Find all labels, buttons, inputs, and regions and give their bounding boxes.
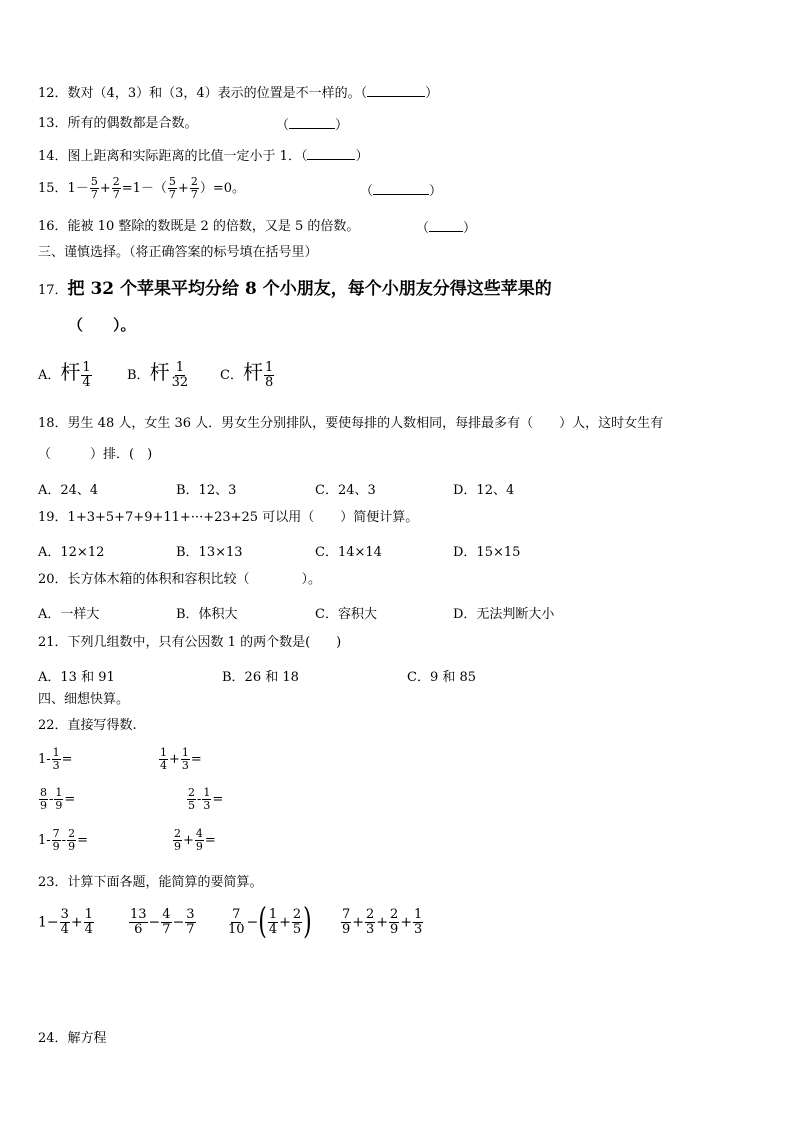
question-number: 18． [38,416,68,431]
paren-open: （ [276,118,290,133]
question-text: 图上距离和实际距离的比值一定小于 1．（ [67,149,308,164]
question-number: 22． [38,718,68,733]
question-20 [38,572,321,588]
fraction: $\frac{1}{3}$ [414,907,423,937]
expr-22-4: $\frac{2}{5}$ - $\frac{1}{3}$ = [188,786,224,812]
paren-close: ） [463,221,477,236]
fraction: $\frac{1}{4}$ [84,907,93,937]
option-d[interactable]: D．12、4 [453,483,515,498]
expr-23-1: 1− $\frac{3}{4}$ + $\frac{1}{4}$ [38,907,93,937]
fraction: $\frac{1}{32}$ [171,360,189,390]
fraction: $\frac{3}{7}$ [186,907,195,937]
question-text: 长方体木箱的体积和容积比较（ ）。 [67,572,322,587]
fraction: $\frac{1}{9}$ [55,786,63,812]
option-label: B． [127,368,150,383]
question-text: 所有的偶数都是合数。 [67,116,198,131]
section-4-title: 四、细想快算。 [38,692,130,707]
question-number: 15． [38,181,68,196]
answer-slot-13 [276,116,348,134]
question-text: 下列几组数中，只有公因数 1 的两个数是( ) [67,635,342,650]
option-label: A． [38,368,61,383]
option-c[interactable] [220,356,275,390]
fraction: $\frac{1}{3}$ [181,746,189,772]
option-glyph: 杆 [149,360,170,384]
fraction: $\frac{1}{8}$ [264,360,274,390]
question-number: 14． [38,149,68,164]
option-c[interactable]: C．14×14 [315,545,382,560]
question-text: 把 32 个苹果平均分给 8 个小朋友，每个小朋友分得这些苹果的 [67,279,552,299]
option-label: C． [220,368,243,383]
paren-close: ） [425,86,439,101]
answer-blank[interactable] [307,147,355,160]
question-number: 16． [38,219,68,234]
question-15 [38,175,245,203]
question-number: 24． [38,1031,68,1046]
question-19 [38,510,418,526]
option-glyph: 杆 [60,360,81,384]
answer-slot-16 [416,219,476,237]
section-3-title: 三、谨慎选择。（将正确答案的标号填在括号里） [38,245,318,260]
question-number: 21． [38,635,68,650]
fraction: $\frac{13}{6}$ [130,907,147,937]
question-text: 计算下面各题，能简算的要简算。 [67,875,263,890]
fraction: $\frac{7}{10}$ [228,907,245,937]
question-number: 12． [38,86,68,101]
question-text: 直接写得数. [67,718,137,733]
question-number: 19． [38,510,68,525]
fraction: $\frac{4}{9}$ [195,827,203,853]
fraction: $\frac{3}{4}$ [60,907,69,937]
option-c[interactable]: C．9 和 85 [407,670,477,685]
question-22 [38,718,137,734]
fraction: $\frac{4}{7}$ [162,907,171,937]
fraction: $\frac{5}{7}$ [90,175,98,201]
expr-22-3: $\frac{8}{9}$ - $\frac{1}{9}$ = [40,786,76,812]
fraction: $\frac{8}{9}$ [40,786,47,812]
answer-slot-15 [360,182,442,200]
question-21 [38,635,341,651]
expr-22-6: $\frac{2}{9}$ + $\frac{4}{9}$ = [174,827,216,853]
expr-22-2: $\frac{1}{4}$ + $\frac{1}{3}$ = [160,746,202,772]
fraction: $\frac{7}{9}$ [342,907,351,937]
option-a[interactable]: A．12×12 [38,545,105,560]
expr-23-2: $\frac{13}{6}$ − $\frac{4}{7}$ − $\frac{3}{7}$ [130,907,195,937]
expr-22-5: 1- $\frac{7}{9}$ - $\frac{2}{9}$ = [38,827,88,853]
answer-blank[interactable] [373,182,429,195]
option-a[interactable]: A．24、4 [38,483,99,498]
option-b[interactable]: B．12、3 [176,483,237,498]
question-23 [38,875,263,891]
question-17 [38,274,552,299]
paren-open: （ [416,221,430,236]
fraction: $\frac{1}{4}$ [268,907,278,937]
paren-close: ） [429,184,443,199]
paren-close: ） [355,149,369,164]
question-13 [38,116,198,132]
option-b[interactable]: B．13×13 [176,545,243,560]
operator: + [99,181,111,196]
option-a[interactable]: A．一样大 [38,607,100,622]
answer-blank[interactable] [289,116,335,129]
answer-blank[interactable] [367,84,425,97]
paren-close: ） [335,118,349,133]
question-17-blank: （ ）。 [68,316,136,334]
option-d[interactable]: D．15×15 [453,545,521,560]
question-number: 20． [38,572,68,587]
operator: + [177,181,189,196]
expr-text: =1－（ [121,181,167,196]
fraction: $\frac{2}{7}$ [190,175,198,201]
fraction: $\frac{2}{5}$ [292,907,302,937]
question-number: 13． [38,116,68,131]
question-12 [38,84,438,102]
option-b[interactable] [127,356,190,390]
fraction: $\frac{1}{3}$ [203,786,211,812]
question-text: 1+3+5+7+9+11+···+23+25 可以用（ ）简便计算。 [67,510,419,525]
option-b[interactable]: B．体积大 [176,607,238,622]
expr-22-1: 1- $\frac{1}{3}$ = [38,746,73,772]
option-c[interactable]: C．24、3 [315,483,376,498]
question-text: 数对（4，3）和（3，4）表示的位置是不一样的。（ [67,86,368,101]
fraction: $\frac{1}{4}$ [160,746,167,772]
question-text: 能被 10 整除的数既是 2 的倍数，又是 5 的倍数。 [67,219,360,234]
fraction: $\frac{2}{3}$ [366,907,375,937]
question-number: 17． [38,283,68,298]
question-text: 男生 48 人，女生 36 人．男女生分别排队，要使每排的人数相同，每排最多有（ ）人，这时女生有 [67,416,664,431]
paren-open: （ [360,184,374,199]
answer-blank[interactable] [429,219,463,232]
fraction: $\frac{1}{3}$ [52,746,60,772]
option-a[interactable]: A．13 和 91 [38,670,115,685]
fraction: $\frac{2}{7}$ [112,175,120,201]
question-number: 23． [38,875,68,890]
question-16 [38,219,359,235]
question-14 [38,147,368,165]
option-glyph: 杆 [242,360,263,384]
question-18-line2: （ ）排．( ) [38,447,153,462]
fraction: $\frac{2}{9}$ [68,827,76,853]
fraction: $\frac{1}{4}$ [82,360,91,390]
fraction: $\frac{7}{9}$ [52,827,60,853]
question-text: 解方程 [67,1031,107,1046]
expr-23-4: $\frac{7}{9}$ + $\frac{2}{3}$ + $\frac{2}{9}$ + $\frac{1}{3}$ [342,907,423,937]
question-18 [38,416,663,432]
option-b[interactable]: B．26 和 18 [222,670,299,685]
expr-23-3: $\frac{7}{10}$ −( $\frac{1}{4}$ + $\frac{2}{5}$ ) [228,902,312,943]
question-24 [38,1031,107,1047]
option-d[interactable]: D．无法判断大小 [453,607,555,622]
fraction: $\frac{2}{9}$ [390,907,399,937]
fraction: $\frac{2}{9}$ [174,827,181,853]
expr-text: ）=0。 [199,181,245,196]
option-a[interactable] [38,356,93,390]
option-c[interactable]: C．容积大 [315,607,377,622]
expr-text: 1－ [67,181,89,196]
fraction: $\frac{2}{5}$ [188,786,195,812]
fraction: $\frac{5}{7}$ [168,175,176,201]
